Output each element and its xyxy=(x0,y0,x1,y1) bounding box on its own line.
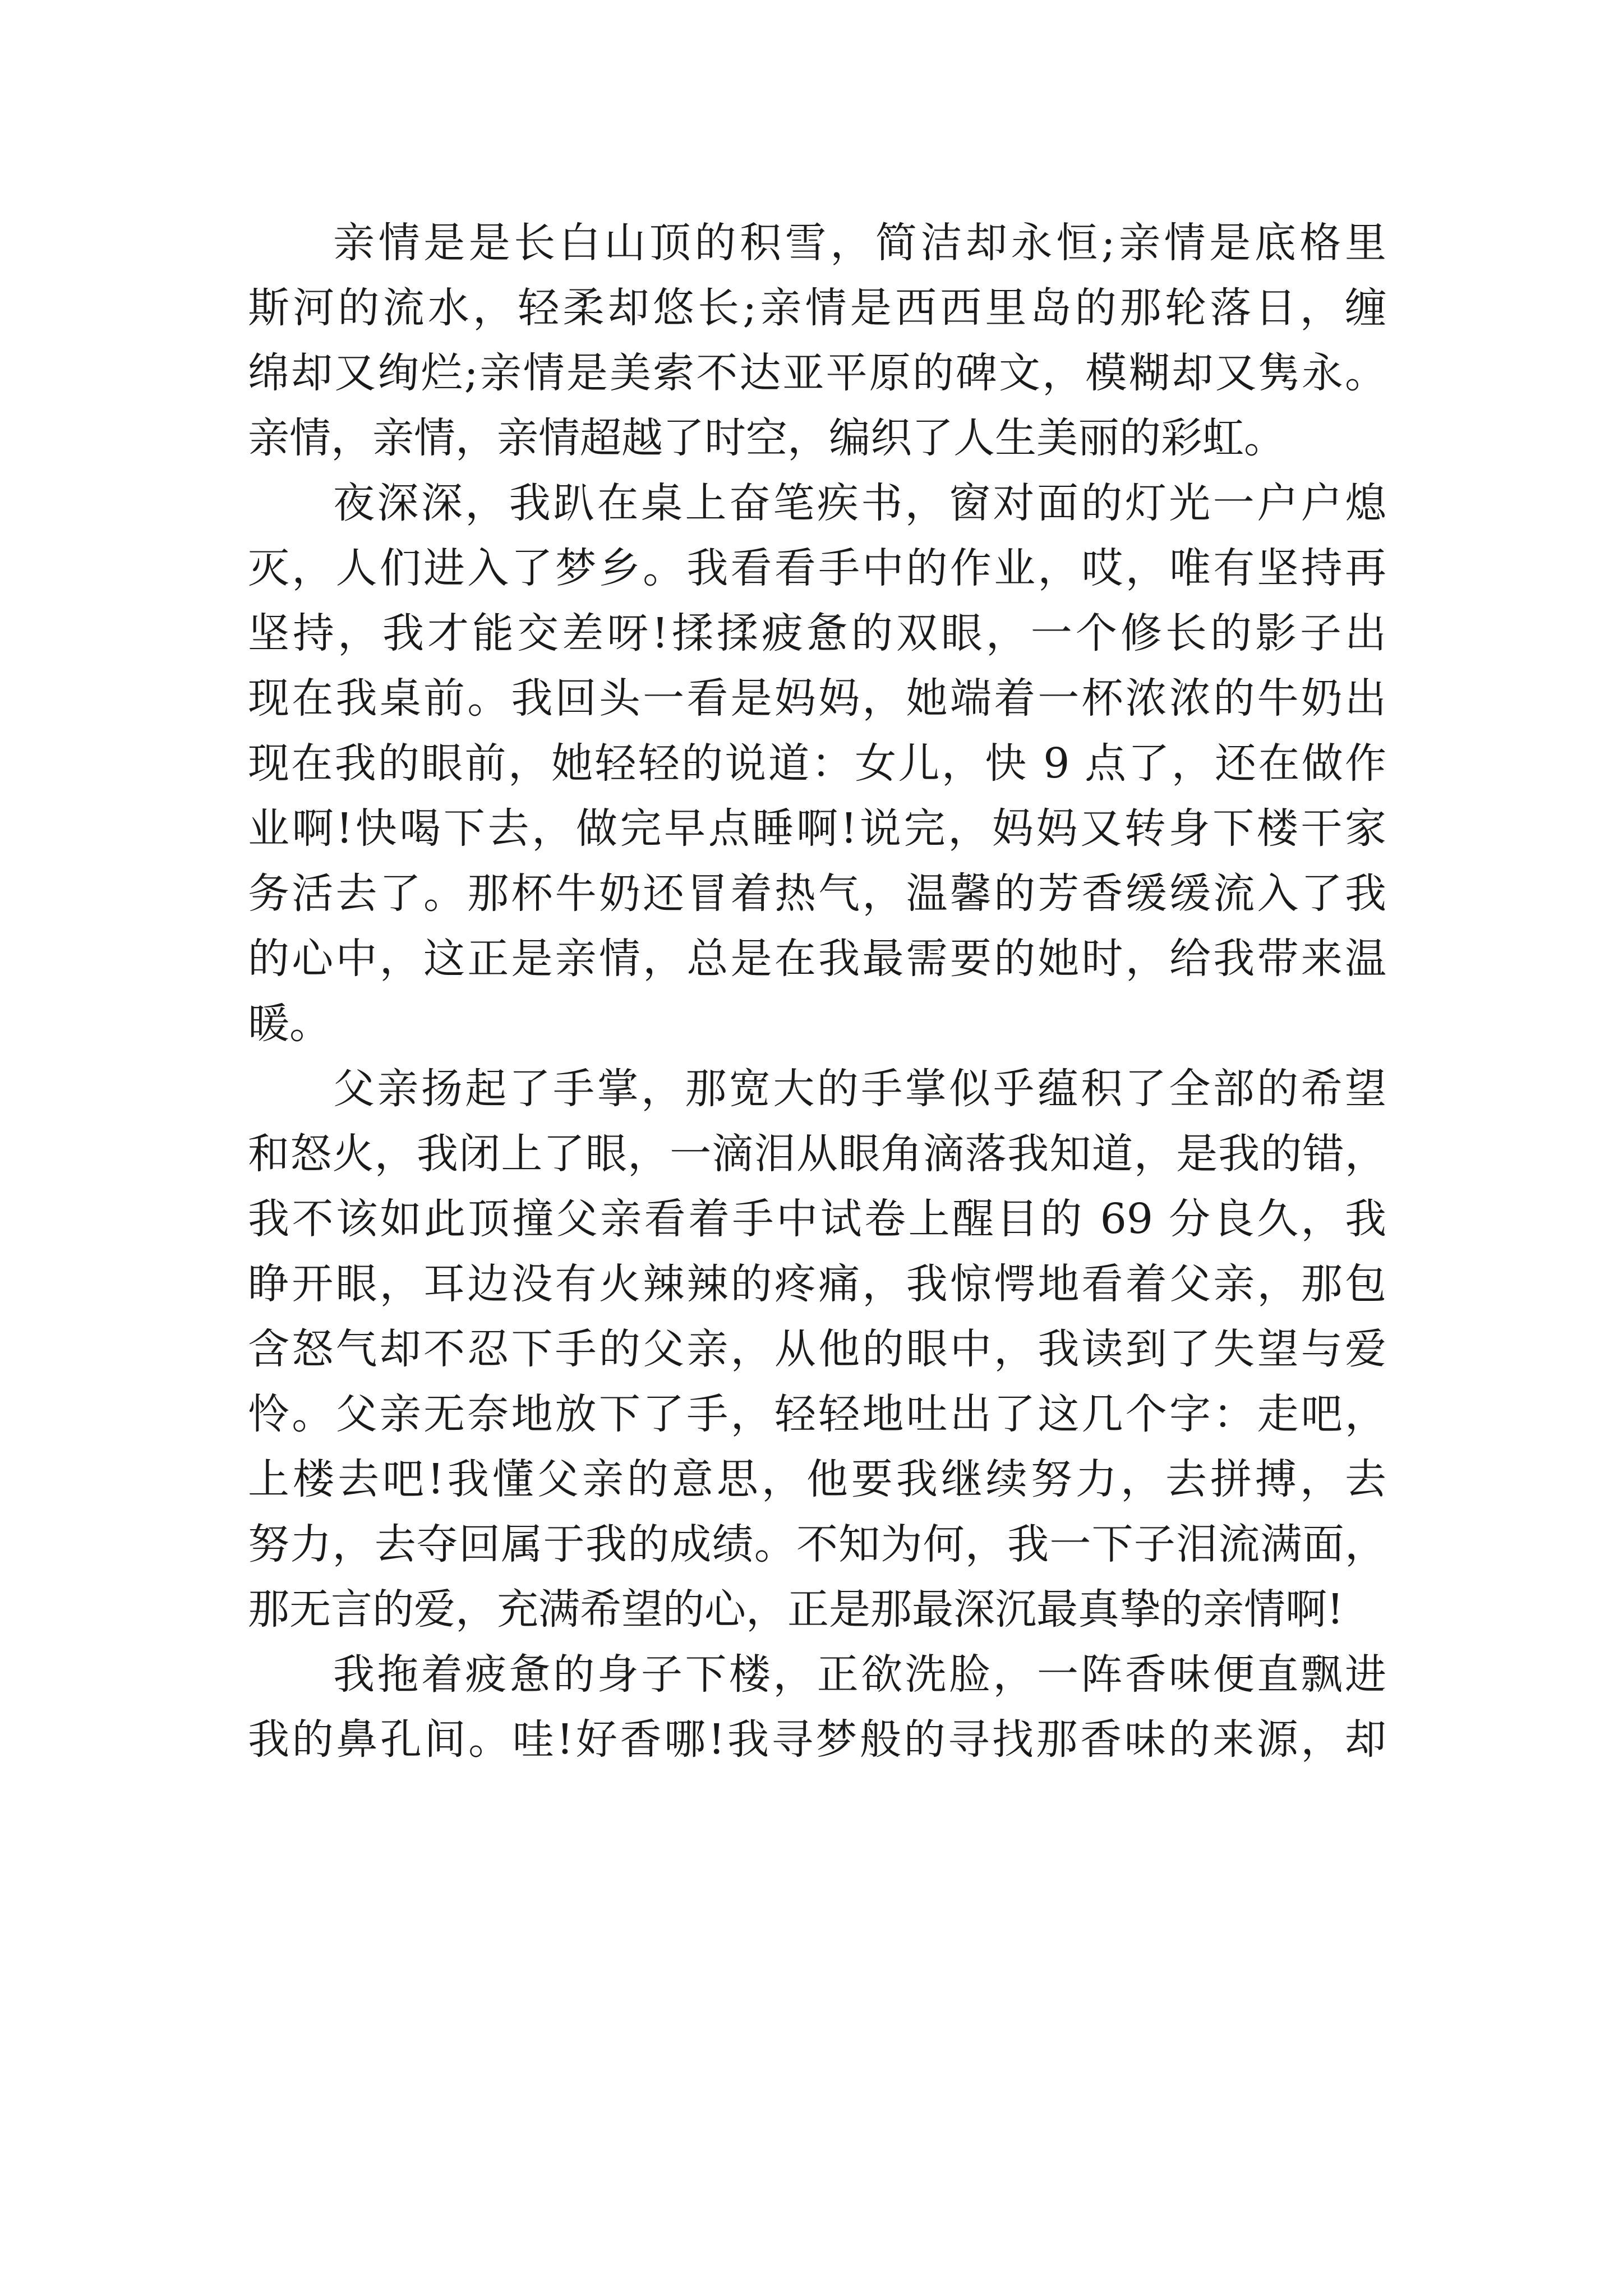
text-line: 父亲扬起了手掌，那宽大的手掌似乎蕴积了全部的希望 xyxy=(333,1065,1386,1113)
text-line: 夜深深，我趴在桌上奋笔疾书，窗对面的灯光一户户熄 xyxy=(333,479,1386,527)
paragraph-4 xyxy=(248,1642,1386,1772)
text-line: 努力，去夺回属于我的成绩。不知为何，我一下子泪流满面， xyxy=(248,1520,1386,1568)
text-line: 亲情是是长白山顶的积雪，简洁却永恒;亲情是底格里 xyxy=(333,219,1386,267)
text-line: 我的鼻孔间。哇!好香哪!我寻梦般的寻找那香味的来源，却 xyxy=(248,1715,1386,1764)
text-line: 斯河的流水，轻柔却悠长;亲情是西西里岛的那轮落日，缠 xyxy=(248,284,1386,332)
text-line: 我拖着疲惫的身子下楼，正欲洗脸，一阵香味便直飘进 xyxy=(333,1650,1386,1699)
text-line: 上楼去吧!我懂父亲的意思，他要我继续努力，去拼搏，去 xyxy=(248,1455,1386,1503)
text-line: 亲情，亲情，亲情超越了时空，编织了人生美丽的彩虹。 xyxy=(248,414,1285,462)
paragraph-2 xyxy=(248,471,1386,1056)
text-line: 我不该如此顶撞父亲看着手中试卷上醒目的 69 分良久，我 xyxy=(248,1195,1386,1243)
text-line: 务活去了。那杯牛奶还冒着热气，温馨的芳香缓缓流入了我 xyxy=(248,869,1386,918)
text-line: 怜。父亲无奈地放下了手，轻轻地吐出了这几个字：走吧， xyxy=(248,1390,1386,1438)
essay-body xyxy=(248,210,1386,1772)
text-line: 灭，人们进入了梦乡。我看看手中的作业，哎，唯有坚持再 xyxy=(248,544,1386,592)
text-line: 绵却又绚烂;亲情是美索不达亚平原的碑文，模糊却又隽永。 xyxy=(248,349,1386,397)
text-line: 坚持，我才能交差呀!揉揉疲惫的双眼，一个修长的影子出 xyxy=(248,609,1386,657)
paragraph-1 xyxy=(248,210,1386,471)
text-line: 那无言的爱，充满希望的心，正是那最深沉最真挚的亲情啊! xyxy=(248,1585,1344,1634)
text-line: 含怒气却不忍下手的父亲，从他的眼中，我读到了失望与爱 xyxy=(248,1325,1386,1373)
text-line: 现在我桌前。我回头一看是妈妈，她端着一杯浓浓的牛奶出 xyxy=(248,674,1386,723)
paragraph-3 xyxy=(248,1056,1386,1642)
text-line: 和怒火，我闭上了眼，一滴泪从眼角滴落我知道，是我的错， xyxy=(248,1130,1386,1178)
text-line: 的心中，这正是亲情，总是在我最需要的她时，给我带来温 xyxy=(248,935,1386,983)
text-line: 睁开眼，耳边没有火辣辣的疼痛，我惊愕地看着父亲，那包 xyxy=(248,1260,1386,1308)
text-line: 业啊!快喝下去，做完早点睡啊!说完，妈妈又转身下楼干家 xyxy=(248,804,1386,853)
text-line: 暖。 xyxy=(248,1000,331,1048)
text-line: 现在我的眼前，她轻轻的说道：女儿，快 9 点了，还在做作 xyxy=(248,739,1386,788)
